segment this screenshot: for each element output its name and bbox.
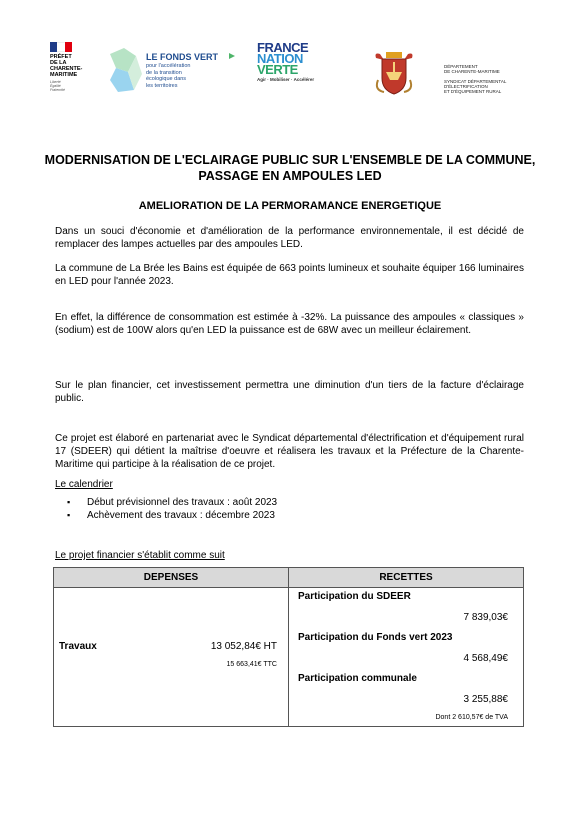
recette-label-fonds-vert: Participation du Fonds vert 2023 (298, 632, 453, 643)
depenses-amount-ttc: 15 663,41€ TTC (226, 661, 277, 668)
prefet-logo (50, 42, 102, 100)
financial-table (53, 567, 524, 727)
calendar-heading: Le calendrier (55, 479, 113, 490)
calendar-list (55, 496, 524, 522)
arrow-icon (228, 52, 236, 60)
paragraph-5: Ce projet est élaboré en partenariat avec le Syndicat départemental d'électrification et d'équipement rural 17 (SDEER) qui détient la maîtrise d'oeuvre et réalisera les travaux et la Préfecture de la Charente-Maritime qui participe à la réalisation de ce projet. (55, 433, 524, 470)
departement-text: DÉPARTEMENT DE CHARENTE-MARITIME SYNDICAT DÉPARTEMENTAL D'ÉLECTRIFICATION ET D'ÉQUIPEMENT RURAL (444, 64, 507, 94)
depenses-cell (54, 588, 289, 727)
fonds-vert-leaf-icon (106, 46, 144, 96)
recette-label-sdeer: Participation du SDEER (298, 591, 411, 602)
prefet-motto: Liberté Égalité Fraternité (50, 80, 65, 92)
depenses-amount-ht: 13 052,84€ HT (210, 641, 277, 652)
depenses-header: DEPENSES (54, 568, 289, 588)
paragraph-1: Dans un souci d'économie et d'amélioration de la performance environnementale, il est décidé de remplacer des lampes actuelles par des ampoules LED. (55, 226, 524, 250)
calendar-item-end: ▪ Achèvement des travaux : décembre 2023 (55, 509, 524, 522)
recettes-tva-note: Dont 2 610,57€ de TVA (435, 714, 508, 721)
recette-amount-sdeer: 7 839,03€ (463, 612, 508, 623)
fonds-vert-logo (106, 46, 238, 96)
france-tagline: Agir · Mobiliser · Accélérer (257, 77, 315, 82)
recette-amount-fonds-vert: 4 568,49€ (463, 653, 508, 664)
commune-crest-logo (370, 50, 418, 96)
prefet-name: PRÉFET DE LA CHARENTE- MARITIME (50, 54, 83, 78)
recettes-header: RECETTES (289, 568, 524, 588)
paragraph-4: Sur le plan financier, cet investissement permettra une diminution d'un tiers de la facture d'éclairage public. (55, 380, 524, 404)
departement-logo (444, 64, 524, 100)
calendar-item-start: ▪ Début prévisionnel des travaux : août 2023 (55, 496, 524, 509)
fonds-vert-title: LE FONDS VERT (146, 52, 219, 62)
fonds-vert-subtitle: pour l'accélération de la transition écologique dans les territoires (146, 63, 191, 89)
recettes-cell (289, 588, 524, 727)
depenses-label: Travaux (59, 641, 97, 652)
financial-heading: Le projet financier s'établit comme suit (55, 550, 225, 561)
france-word: FRANCE (257, 40, 309, 55)
crest-icon (370, 50, 418, 96)
paragraph-3: En effet, la différence de consommation est estimée à -32%. La puissance des ampoules « classiques » (sodium) est de 100W alors qu'en LED la puissance est de 68W avec un meilleur éclairement. (55, 312, 524, 336)
document-subtitle: AMELIORATION DE LA PERMORAMANCE ENERGETIQUE (138, 200, 442, 212)
french-flag-icon (50, 42, 72, 52)
recette-amount-communale: 3 255,88€ (463, 694, 508, 705)
verte-word: VERTE (257, 62, 298, 77)
france-nation-verte-logo (257, 42, 327, 100)
nation-word: NATION (257, 51, 303, 66)
document-title: MODERNISATION DE L'ECLAIRAGE PUBLIC SUR L'ENSEMBLE DE LA COMMUNE, PASSAGE EN AMPOULES LED (44, 153, 536, 183)
recette-label-communale: Participation communale (298, 673, 417, 684)
paragraph-2: La commune de La Brée les Bains est équipée de 663 points lumineux et souhaite équiper 166 luminaires en LED pour l'année 2023. (55, 263, 524, 287)
